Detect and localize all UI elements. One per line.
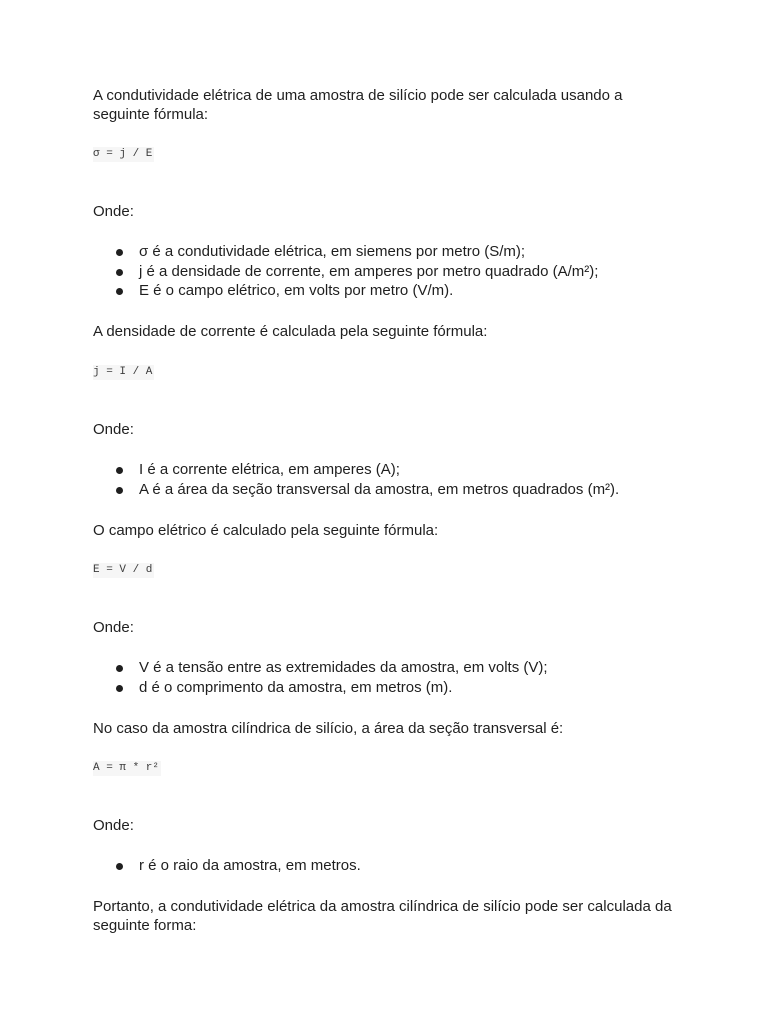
- bullet-icon: [116, 685, 123, 692]
- bullet-icon: [116, 467, 123, 474]
- list-item: [93, 678, 693, 698]
- bullet-icon: [116, 863, 123, 870]
- bullet-icon: [116, 288, 123, 295]
- list-item-text: E é o campo elétrico, em volts por metro (V/m).: [139, 282, 454, 299]
- conclusion-paragraph: Portanto, a condutividade elétrica da amostra cilíndrica de silício pode ser calculada da seguinte forma:: [93, 898, 672, 934]
- list-item-text: σ é a condutividade elétrica, em siemens por metro (S/m);: [139, 243, 526, 260]
- list-item-text: d é o comprimento da amostra, em metros (m).: [139, 678, 453, 696]
- formula-area: A = π * r²: [93, 762, 160, 774]
- formula-current-density: j = I / A: [93, 366, 153, 378]
- cross-section-paragraph: No caso da amostra cilíndrica de silício, a área da seção transversal é:: [93, 720, 564, 737]
- list-item-text: V é a tensão entre as extremidades da amostra, em volts (V);: [139, 659, 548, 676]
- definition-list-conductivity: [93, 242, 693, 301]
- bullet-icon: [116, 487, 123, 494]
- definition-list-current-density: [93, 460, 693, 499]
- list-item-text: j é a densidade de corrente, em amperes por metro quadrado (A/m²);: [139, 262, 599, 280]
- list-item: [93, 262, 693, 282]
- onde-label: Onde:: [93, 619, 134, 636]
- formula-conductivity: σ = j / E: [93, 148, 153, 160]
- bullet-icon: [116, 269, 123, 276]
- list-item-text: I é a corrente elétrica, em amperes (A);: [139, 461, 400, 478]
- current-density-paragraph: A densidade de corrente é calculada pela seguinte fórmula:: [93, 323, 488, 340]
- list-item-text: A é a área da seção transversal da amostra, em metros quadrados (m²).: [139, 480, 620, 498]
- electric-field-paragraph: O campo elétrico é calculado pela seguinte fórmula:: [93, 522, 439, 539]
- list-item: [93, 242, 693, 262]
- bullet-icon: [116, 665, 123, 672]
- definition-list-electric-field: [93, 658, 693, 697]
- definition-list-area: [93, 856, 693, 876]
- list-item: [93, 658, 693, 678]
- bullet-icon: [116, 249, 123, 256]
- intro-paragraph: A condutividade elétrica de uma amostra de silício pode ser calculada usando a seguinte fórmula:: [93, 87, 623, 123]
- list-item: [93, 460, 693, 480]
- onde-label: Onde:: [93, 421, 134, 438]
- list-item: [93, 281, 693, 301]
- formula-electric-field: E = V / d: [93, 564, 153, 576]
- list-item: [93, 856, 693, 876]
- list-item: [93, 480, 693, 500]
- onde-label: Onde:: [93, 203, 134, 220]
- onde-label: Onde:: [93, 817, 134, 834]
- list-item-text: r é o raio da amostra, em metros.: [139, 857, 361, 874]
